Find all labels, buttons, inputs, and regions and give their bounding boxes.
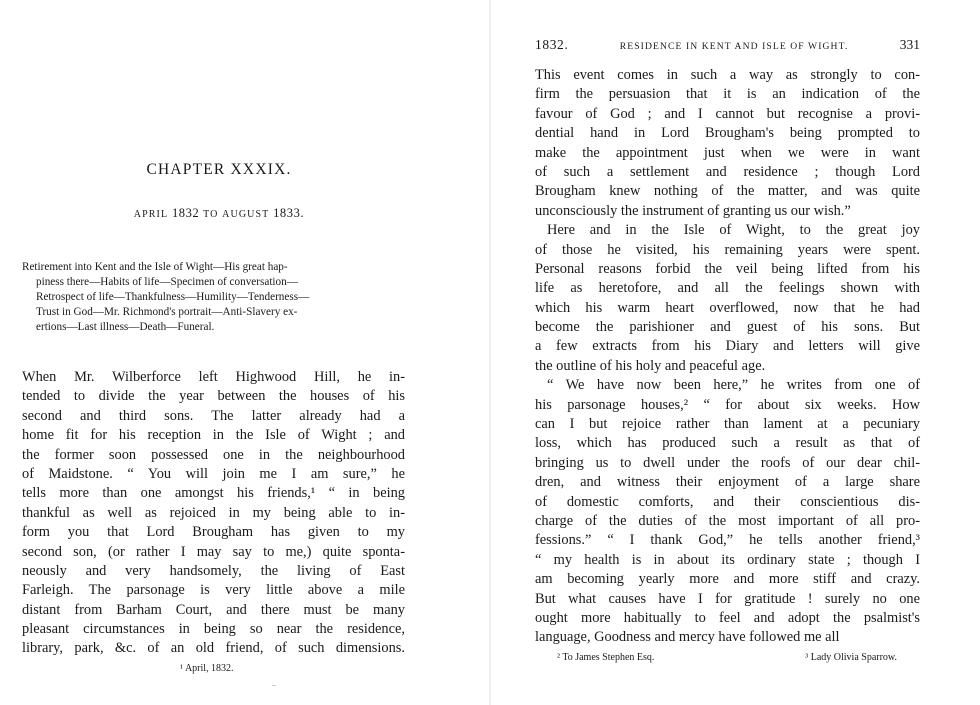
date-to-year: 1833. (273, 206, 305, 220)
footnote: ¹ April, 1832. (180, 663, 234, 674)
text-line: library, park, &c. of an old friend, of such dimensions. (22, 640, 405, 657)
text-line: second and third sons. The latter already had a (22, 407, 405, 424)
text-line: tended to divide the year between the houses of his (22, 388, 405, 405)
text-line: of those he visited, his remaining years were spent. (535, 241, 920, 258)
text-line: Farleigh. The parsonage is very little above a mile (22, 582, 405, 599)
running-head-year: 1832. (535, 37, 569, 52)
text-line: home fit for his reception in the Isle of Wight ; and (22, 427, 405, 444)
text-line: life as heretofore, and all the feelings shown with (535, 280, 920, 297)
right-page (490, 0, 980, 705)
text-line: language, Goodness and mercy have followed me all (535, 629, 840, 646)
text-line: of such a settlement and residence ; though Lord (535, 163, 920, 180)
text-line: “ We have now been here,” he writes from one of (547, 377, 920, 394)
text-line: charge of the duties of the most important of all pro- (535, 512, 920, 529)
text-line: of domestic comforts, and their conscientious dis- (535, 493, 920, 510)
synopsis-line: Trust in God—Mr. Richmond's portrait—Anti-Slavery ex- (36, 306, 298, 318)
text-line: fessions.” “ I thank God,” he tells another friend,³ (535, 532, 920, 549)
text-line: second son, (or rather I may say to me,) quite sponta- (22, 543, 405, 560)
text-line: This event comes in such a way as strongly to con- (535, 67, 920, 83)
text-line: become the parishioner and guest of his sons. But (535, 319, 920, 336)
date-from-year: 1832 (171, 206, 200, 220)
running-head-title: RESIDENCE IN KENT AND ISLE OF WIGHT. (619, 41, 849, 52)
date-from-month: APRIL (133, 209, 169, 220)
text-line: thankful as well as rejoiced in my being able to in- (22, 504, 405, 521)
text-line: unconsciously the instrument of granting us our wish.” (535, 202, 851, 219)
text-line: a few extracts from his Diary and letters will give (535, 338, 920, 355)
date-to-month: AUGUST (222, 209, 270, 220)
text-line: can I but rejoice rather than lament at a pecuniary (535, 416, 920, 433)
text-line: of Maidstone. “ You will join me I am sure,” he (22, 465, 405, 482)
text-line: neously and very handsomely, the living of East (22, 562, 405, 579)
chapter-title: CHAPTER XXXIX. (146, 161, 292, 178)
synopsis-line: Retirement into Kent and the Isle of Wight—His great hap- (22, 261, 288, 273)
text-line: tells more than one amongst his friends,¹ “ in being (22, 485, 405, 502)
synopsis-line: piness there—Habits of life—Specimen of conversation— (36, 276, 298, 288)
chapter-dates (24, 206, 414, 221)
synopsis-line: Retrospect of life—Thankfulness—Humility—Tenderness— (36, 291, 310, 303)
text-line: ought more habitually to feel and adopt the psalmist's (535, 609, 920, 626)
text-line: Here and in the Isle of Wight, to the great joy (547, 222, 920, 239)
text-line: Personal reasons forbid the veil being lifted from his (535, 260, 920, 277)
footnote: ³ Lady Olivia Sparrow. (805, 652, 897, 663)
text-line: dren, and witness their enjoyment of a large share (535, 474, 920, 491)
left-body-text (22, 368, 405, 659)
text-line: firm the persuasion that it is an indication of the (535, 86, 920, 103)
text-line: the former soon possessed one in the neighbourhood (22, 446, 405, 463)
running-head (535, 37, 920, 53)
text-line: But what causes have I for gratitude ! surely no one (535, 590, 920, 607)
footnote: ² To James Stephen Esq. (557, 652, 655, 663)
footnote-mark (272, 685, 276, 686)
chapter-synopsis (22, 260, 402, 335)
text-line: favour of God ; and I cannot but recognise a provi- (535, 105, 920, 122)
text-line: bringing us to dwell under the roofs of our dear chil- (535, 454, 920, 471)
text-line: loss, which has produced such a result as that of (535, 435, 920, 452)
text-line: distant from Barham Court, and there must be many (22, 601, 405, 618)
text-line: the outline of his holy and peaceful age. (535, 357, 766, 374)
text-line: “ my health is in about its ordinary state ; though I (535, 551, 920, 568)
page-number: 331 (899, 37, 920, 52)
right-body-text (535, 66, 920, 648)
synopsis-line: ertions—Last illness—Death—Funeral. (36, 321, 215, 333)
text-line: dential hand in Lord Brougham's being prompted to (535, 125, 920, 142)
text-line: am becoming yearly more and more stiff and crazy. (535, 571, 920, 588)
text-line: form you that Lord Brougham has given to my (22, 524, 405, 541)
text-line: make the appointment just when we were in want (535, 144, 920, 161)
text-line: pleasant circumstances in being so near the residence, (22, 621, 405, 638)
text-line: which his warm heart overflowed, now that he had (535, 299, 920, 316)
date-to: TO (203, 209, 219, 220)
text-line: Brougham knew nothing of the matter, and was quite (535, 183, 920, 200)
footnotes (557, 652, 897, 663)
text-line: his parsonage houses,² “ for about six weeks. How (535, 396, 920, 413)
text-line: When Mr. Wilberforce left Highwood Hill, he in- (22, 369, 405, 385)
